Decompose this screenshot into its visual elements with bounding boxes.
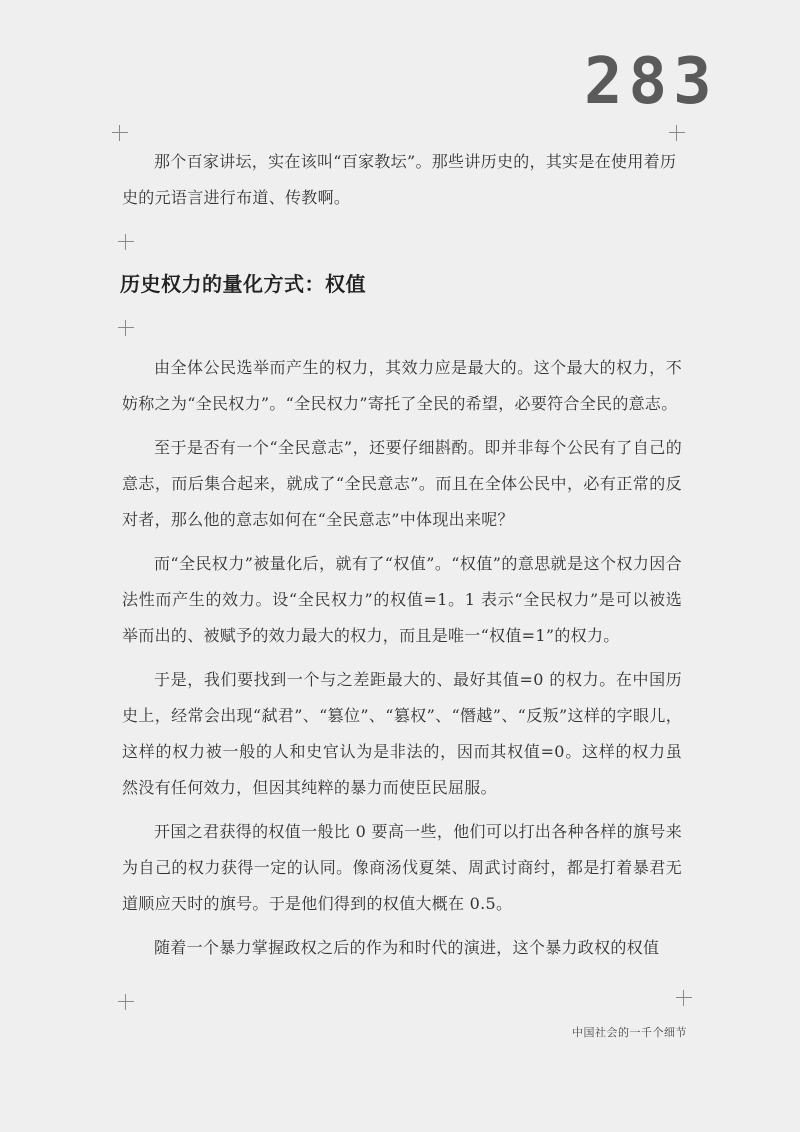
paragraph-1: 由全体公民选举而产生的权力，其效力应是最大的。这个最大的权力，不妨称之为“全民权力”。“全民权力”寄托了全民的希望，必要符合全民的意志。 bbox=[122, 358, 682, 413]
intro-paragraph bbox=[122, 144, 682, 216]
page-number: 283 bbox=[584, 45, 718, 119]
crop-mark-bottom-right bbox=[676, 990, 692, 1006]
crop-mark-top-left bbox=[112, 125, 128, 141]
crop-mark-bottom-left bbox=[118, 994, 134, 1010]
paragraph-2: 至于是否有一个“全民意志”，还要仔细斟酌。即并非每个公民有了自己的意志，而后集合起来，就成了“全民意志”。而且在全体公民中，必有正常的反对者，那么他的意志如何在“全民意志”中体现出来呢？ bbox=[122, 438, 682, 529]
intro-line-1: 那个百家讲坛，实在该叫“百家教坛”。那些讲历史的，其实是在使用着历 bbox=[154, 152, 677, 171]
body-text bbox=[122, 350, 682, 966]
section-title: 历史权力的量化方式：权值 bbox=[120, 272, 366, 296]
paragraph-6: 随着一个暴力掌握政权之后的作为和时代的演进，这个暴力政权的权值 bbox=[154, 938, 660, 957]
running-footer: 中国社会的一千个细节 bbox=[572, 1026, 687, 1039]
crop-mark-heading-left bbox=[118, 320, 134, 336]
crop-mark-top-right bbox=[669, 125, 685, 141]
paragraph-4: 于是，我们要找到一个与之差距最大的、最好其值=0 的权力。在中国历史上，经常会出现“弑君”、“篡位”、“篡权”、“僭越”、“反叛”这样的字眼儿，这样的权力被一般的人和史官认为是非法的，因而其权值=0。这样的权力虽然没有任何效力，但因其纯粹的暴力而使臣民屈服。 bbox=[122, 670, 682, 797]
crop-mark-mid-left bbox=[118, 234, 134, 250]
paragraph-3: 而“全民权力”被量化后，就有了“权值”。“权值”的意思就是这个权力因合法性而产生的效力。设“全民权力”的权值=1。1 表示“全民权力”是可以被选举而出的、被赋予的效力最大的权力，而且是唯一“权值=1”的权力。 bbox=[122, 554, 682, 645]
intro-line-2: 史的元语言进行布道、传教啊。 bbox=[122, 188, 351, 207]
paragraph-5: 开国之君获得的权值一般比 0 要高一些，他们可以打出各种各样的旗号来为自己的权力获得一定的认同。像商汤伐夏桀、周武讨商纣，都是打着暴君无道顺应天时的旗号。于是他们得到的权值大概在 0.5。 bbox=[122, 822, 682, 913]
